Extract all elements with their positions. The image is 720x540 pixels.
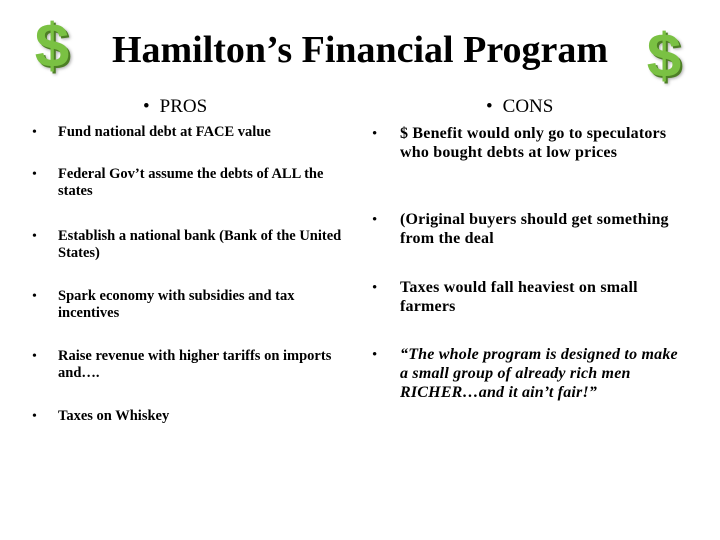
pros-item-text: Taxes on Whiskey	[58, 408, 170, 424]
bullet: •	[143, 96, 150, 117]
pros-item-text: Fund national debt at FACE value	[58, 124, 271, 140]
pros-item-text: Spark economy with subsidies and tax incentives	[58, 288, 295, 321]
dollar-sign-icon-left: $	[34, 12, 70, 81]
bullet: •	[32, 167, 37, 182]
cons-heading	[486, 96, 553, 118]
pros-item-text: Federal Gov’t assume the debts of ALL the states	[58, 166, 324, 199]
dollar-sign-icon-right: $	[646, 22, 682, 91]
bullet: •	[32, 229, 37, 244]
bullet: •	[372, 280, 378, 296]
pros-heading	[143, 96, 207, 118]
bullet: •	[32, 125, 37, 140]
slide-title: Hamilton’s Financial Program	[111, 29, 609, 71]
pros-heading-label: PROS	[159, 96, 208, 117]
cons-item-text: Taxes would fall heaviest on small farmers	[400, 279, 638, 315]
bullet: •	[372, 126, 378, 142]
cons-heading-label: CONS	[502, 96, 554, 117]
bullet: •	[372, 347, 378, 363]
cons-item-text: “The whole program is designed to make a small group of already rich men RICHER…and it ain’t fair!”	[400, 346, 678, 401]
bullet: •	[32, 289, 37, 304]
bullet: •	[32, 349, 37, 364]
bullet: •	[32, 409, 37, 424]
bullet: •	[372, 212, 378, 228]
pros-item-text: Raise revenue with higher tariffs on imports and….	[58, 348, 332, 381]
bullet: •	[486, 96, 493, 117]
pros-item-text: Establish a national bank (Bank of the United States)	[58, 228, 342, 261]
cons-item-text: $ Benefit would only go to speculators who bought debts at low prices	[400, 125, 667, 161]
cons-item-text: (Original buyers should get something from the deal	[400, 211, 669, 247]
